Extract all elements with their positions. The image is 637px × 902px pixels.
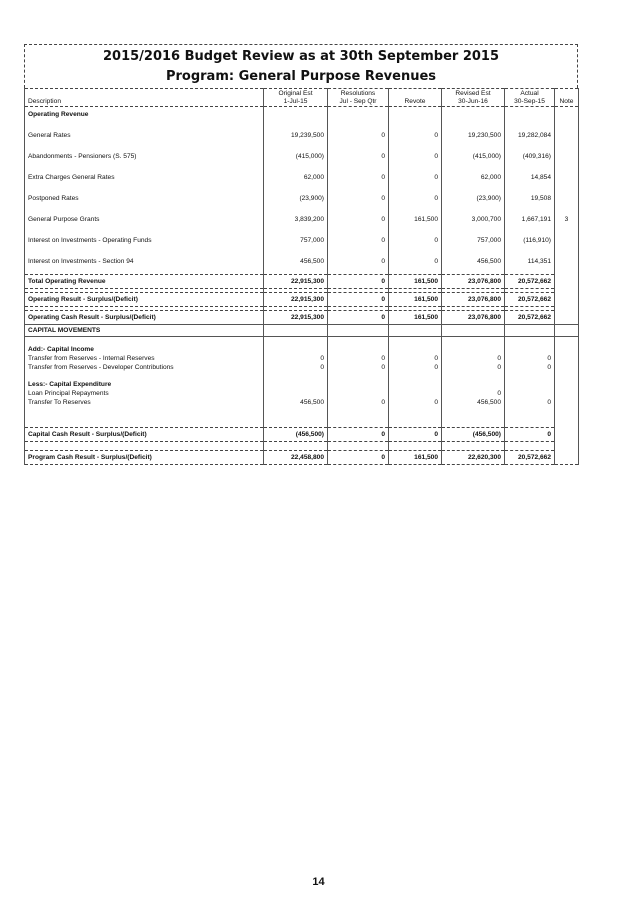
value-orig: 456,500 [264, 398, 328, 407]
empty-cell [442, 345, 505, 354]
empty-cell [389, 380, 442, 389]
row-description: Transfer from Reserves - Internal Reserves [25, 354, 264, 363]
empty-cell [328, 407, 389, 428]
value-res [328, 389, 389, 398]
row-note [555, 354, 579, 363]
row-description: Operating Cash Result - Surplus/(Deficit) [25, 311, 264, 325]
empty-cell [328, 442, 389, 451]
operating-result-row [25, 293, 579, 307]
value-res: 0 [328, 275, 389, 289]
value-orig: 22,915,300 [264, 293, 328, 307]
table-row [25, 125, 579, 146]
empty-cell [389, 442, 442, 451]
operating-heading-row [25, 107, 579, 122]
value-revised: 19,230,500 [442, 125, 505, 146]
empty-cell [264, 407, 328, 428]
value-actual: 20,572,662 [505, 311, 555, 325]
value-res: 0 [328, 125, 389, 146]
value-actual: 20,572,662 [505, 293, 555, 307]
value-res: 0 [328, 363, 389, 372]
value-res: 0 [328, 209, 389, 230]
value-revote: 0 [389, 230, 442, 251]
value-res: 0 [328, 398, 389, 407]
row-note [555, 275, 579, 289]
value-revote: 0 [389, 125, 442, 146]
value-revote: 0 [389, 251, 442, 272]
row-note [555, 428, 579, 442]
value-revised: 23,076,800 [442, 311, 505, 325]
value-revised: 0 [442, 354, 505, 363]
empty-cell [505, 380, 555, 389]
capital-expenditure-heading-label: Less:- Capital Expenditure [25, 380, 264, 389]
value-revised: (415,000) [442, 146, 505, 167]
capital-income-heading [25, 345, 579, 354]
value-actual: 0 [505, 428, 555, 442]
empty-cell [328, 325, 389, 337]
table-row [25, 251, 579, 272]
value-revised: 0 [442, 363, 505, 372]
row-description: Program Cash Result - Surplus/(Deficit) [25, 451, 264, 465]
row-note [555, 293, 579, 307]
table-row [25, 398, 579, 407]
empty-cell [442, 325, 505, 337]
total-operating-row [25, 275, 579, 289]
capital-heading: CAPITAL MOVEMENTS [25, 325, 264, 337]
value-actual: 20,572,662 [505, 451, 555, 465]
value-res: 0 [328, 428, 389, 442]
row-description: Transfer from Reserves - Developer Contributions [25, 363, 264, 372]
empty-cell [442, 337, 505, 346]
table-row [25, 209, 579, 230]
row-description: General Purpose Grants [25, 209, 264, 230]
empty-cell [442, 407, 505, 428]
empty-cell [264, 337, 328, 346]
empty-cell [505, 325, 555, 337]
title-box [24, 44, 578, 88]
empty-cell [555, 442, 579, 451]
table-row [25, 167, 579, 188]
empty-cell [505, 442, 555, 451]
value-revised: 757,000 [442, 230, 505, 251]
capital-income-heading-label: Add:- Capital Income [25, 345, 264, 354]
value-actual: 14,854 [505, 167, 555, 188]
value-orig: 757,000 [264, 230, 328, 251]
value-revote: 0 [389, 188, 442, 209]
value-orig: 19,239,500 [264, 125, 328, 146]
value-actual: 0 [505, 363, 555, 372]
col-original: Original Est 1-Jul-15 [264, 89, 328, 107]
empty-cell [442, 442, 505, 451]
value-revote: 161,500 [389, 293, 442, 307]
col-resolutions: Resolutions Jul - Sep Qtr [328, 89, 389, 107]
value-revised: 0 [442, 389, 505, 398]
value-revised: (23,900) [442, 188, 505, 209]
value-actual: (409,316) [505, 146, 555, 167]
empty-cell [264, 372, 328, 380]
col-description: Description [25, 89, 264, 107]
value-revised: 3,000,700 [442, 209, 505, 230]
value-revote [389, 389, 442, 398]
value-revised: 456,500 [442, 251, 505, 272]
row-note [555, 389, 579, 398]
row-description: Capital Cash Result - Surplus/(Deficit) [25, 428, 264, 442]
page-number: 14 [312, 876, 325, 888]
spacer-row [25, 337, 579, 346]
empty-cell [389, 325, 442, 337]
row-description: Operating Result - Surplus/(Deficit) [25, 293, 264, 307]
col-revised: Revised Est 30-Jun-16 [442, 89, 505, 107]
row-note [555, 398, 579, 407]
spacer-row [25, 442, 579, 451]
value-orig: (23,900) [264, 188, 328, 209]
table-row [25, 363, 579, 372]
row-note [555, 251, 579, 272]
empty-cell [505, 372, 555, 380]
report-title: 2015/2016 Budget Review as at 30th September 2015 [102, 49, 500, 64]
empty-cell [328, 337, 389, 346]
value-actual: 19,508 [505, 188, 555, 209]
empty-cell [555, 372, 579, 380]
empty-cell [389, 337, 442, 346]
table-row [25, 354, 579, 363]
empty-cell [264, 442, 328, 451]
empty-cell [505, 345, 555, 354]
value-revote: 0 [389, 354, 442, 363]
row-description: Interest on Investments - Section 94 [25, 251, 264, 272]
capital-expenditure-heading [25, 380, 579, 389]
empty-cell [555, 337, 579, 346]
row-description: Interest on Investments - Operating Funds [25, 230, 264, 251]
value-revote: 0 [389, 167, 442, 188]
value-orig: 0 [264, 363, 328, 372]
capital-cash-result-row [25, 428, 579, 442]
value-orig: 22,915,300 [264, 275, 328, 289]
spacer-row [25, 407, 579, 428]
value-res: 0 [328, 188, 389, 209]
empty-cell [555, 325, 579, 337]
empty-cell [442, 372, 505, 380]
value-revote: 0 [389, 428, 442, 442]
row-description: Extra Charges General Rates [25, 167, 264, 188]
empty-cell [505, 407, 555, 428]
value-res: 0 [328, 311, 389, 325]
value-orig: 62,000 [264, 167, 328, 188]
empty-cell [25, 372, 264, 380]
value-res: 0 [328, 146, 389, 167]
row-description: Total Operating Revenue [25, 275, 264, 289]
row-note [555, 230, 579, 251]
value-orig [264, 389, 328, 398]
row-note [555, 363, 579, 372]
value-orig: (415,000) [264, 146, 328, 167]
empty-cell [555, 380, 579, 389]
value-revote: 0 [389, 398, 442, 407]
empty-cell [328, 345, 389, 354]
value-revote: 161,500 [389, 451, 442, 465]
value-revised: 62,000 [442, 167, 505, 188]
table-body [25, 107, 579, 465]
row-note [555, 188, 579, 209]
empty-cell [25, 407, 264, 428]
row-note [555, 125, 579, 146]
value-revote: 0 [389, 146, 442, 167]
program-title: Program: General Purpose Revenues [165, 69, 437, 84]
value-res: 0 [328, 251, 389, 272]
row-description: Loan Principal Repayments [25, 389, 264, 398]
operating-heading: Operating Revenue [25, 107, 264, 122]
value-revote: 161,500 [389, 311, 442, 325]
value-res: 0 [328, 167, 389, 188]
spacer-row [25, 372, 579, 380]
table-row [25, 230, 579, 251]
value-actual: 0 [505, 398, 555, 407]
empty-cell [264, 325, 328, 337]
row-description: Postponed Rates [25, 188, 264, 209]
value-res: 0 [328, 293, 389, 307]
empty-cell [555, 345, 579, 354]
empty-cell [264, 345, 328, 354]
table-row [25, 389, 579, 398]
value-actual: 19,282,084 [505, 125, 555, 146]
value-orig: (456,500) [264, 428, 328, 442]
value-actual: (116,910) [505, 230, 555, 251]
row-description: Transfer To Reserves [25, 398, 264, 407]
col-revote: Revote [389, 89, 442, 107]
row-description: Abandonments - Pensioners (S. 575) [25, 146, 264, 167]
value-revised: 456,500 [442, 398, 505, 407]
empty-cell [389, 372, 442, 380]
empty-cell [25, 337, 264, 346]
col-actual: Actual 30-Sep-15 [505, 89, 555, 107]
program-cash-result-row [25, 451, 579, 465]
row-note [555, 167, 579, 188]
value-actual: 0 [505, 354, 555, 363]
value-res: 0 [328, 230, 389, 251]
empty-cell [328, 380, 389, 389]
operating-cash-result-row [25, 311, 579, 325]
column-header-row [25, 89, 579, 107]
value-revote: 161,500 [389, 209, 442, 230]
value-revote: 0 [389, 363, 442, 372]
budget-table [24, 88, 579, 465]
value-actual: 114,351 [505, 251, 555, 272]
empty-cell [505, 337, 555, 346]
value-orig: 22,458,800 [264, 451, 328, 465]
budget-sheet [24, 44, 578, 465]
value-revote: 161,500 [389, 275, 442, 289]
value-actual: 1,667,191 [505, 209, 555, 230]
value-revised: 23,076,800 [442, 275, 505, 289]
value-actual: 20,572,662 [505, 275, 555, 289]
capital-heading-row [25, 325, 579, 337]
empty-cell [389, 345, 442, 354]
table-row [25, 188, 579, 209]
row-note [555, 451, 579, 465]
empty-cell [264, 380, 328, 389]
value-revised: 23,076,800 [442, 293, 505, 307]
value-orig: 3,839,200 [264, 209, 328, 230]
row-note: 3 [555, 209, 579, 230]
row-note [555, 311, 579, 325]
value-revised: (456,500) [442, 428, 505, 442]
col-note: Note [555, 89, 579, 107]
empty-cell [555, 407, 579, 428]
value-revised: 22,620,300 [442, 451, 505, 465]
table-row [25, 146, 579, 167]
row-note [555, 146, 579, 167]
value-orig: 22,915,300 [264, 311, 328, 325]
empty-cell [389, 407, 442, 428]
empty-cell [25, 442, 264, 451]
value-res: 0 [328, 451, 389, 465]
empty-cell [442, 380, 505, 389]
value-res: 0 [328, 354, 389, 363]
value-actual [505, 389, 555, 398]
value-orig: 456,500 [264, 251, 328, 272]
empty-cell [328, 372, 389, 380]
row-description: General Rates [25, 125, 264, 146]
value-orig: 0 [264, 354, 328, 363]
